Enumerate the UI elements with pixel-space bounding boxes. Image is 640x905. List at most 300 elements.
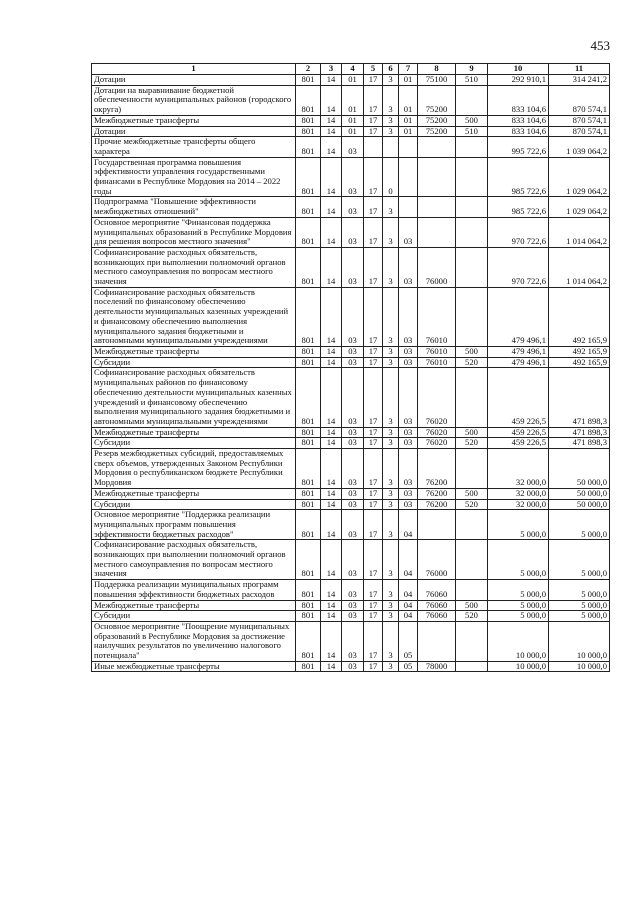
table-row bbox=[92, 357, 610, 368]
subsection-cell: 03 bbox=[342, 510, 364, 540]
direction-cell: 76200 bbox=[418, 488, 456, 499]
table-row bbox=[92, 488, 610, 499]
activity-cell bbox=[399, 137, 418, 157]
row-name-cell: Софинансирование расходных обязательств, возникающих при выполнении полномочий органов местного самоуправления по вопросам местного значения bbox=[92, 247, 296, 287]
subsection-cell: 03 bbox=[342, 499, 364, 510]
section-cell: 14 bbox=[321, 427, 342, 438]
section-cell: 14 bbox=[321, 600, 342, 611]
amount-2022-cell: 870 574,1 bbox=[549, 126, 610, 137]
expense-type-cell bbox=[456, 661, 488, 672]
gov-code-cell: 801 bbox=[296, 600, 321, 611]
expense-type-cell bbox=[456, 540, 488, 580]
expense-type-cell: 500 bbox=[456, 115, 488, 126]
section-cell: 14 bbox=[321, 126, 342, 137]
amount-2021-cell: 970 722,6 bbox=[488, 247, 549, 287]
amount-2021-cell: 479 496,1 bbox=[488, 346, 549, 357]
table-row bbox=[92, 85, 610, 115]
direction-cell: 76020 bbox=[418, 368, 456, 427]
direction-cell: 76000 bbox=[418, 540, 456, 580]
column-header: 5 bbox=[364, 64, 383, 75]
activity-cell: 03 bbox=[399, 488, 418, 499]
subprogram-cell: 3 bbox=[383, 510, 399, 540]
subsection-cell: 01 bbox=[342, 126, 364, 137]
section-cell: 14 bbox=[321, 197, 342, 217]
row-name-cell: Межбюджетные трансферты bbox=[92, 346, 296, 357]
gov-code-cell: 801 bbox=[296, 611, 321, 622]
direction-cell: 76020 bbox=[418, 438, 456, 449]
direction-cell: 76060 bbox=[418, 611, 456, 622]
section-cell: 14 bbox=[321, 449, 342, 489]
table-row bbox=[92, 346, 610, 357]
amount-2022-cell: 50 000,0 bbox=[549, 499, 610, 510]
expense-type-cell bbox=[456, 449, 488, 489]
gov-code-cell: 801 bbox=[296, 449, 321, 489]
activity-cell: 03 bbox=[399, 438, 418, 449]
row-name-cell: Межбюджетные трансферты bbox=[92, 115, 296, 126]
amount-2022-cell: 870 574,1 bbox=[549, 115, 610, 126]
subsection-cell: 03 bbox=[342, 427, 364, 438]
column-header: 2 bbox=[296, 64, 321, 75]
program-cell: 17 bbox=[364, 621, 383, 661]
table-row bbox=[92, 115, 610, 126]
gov-code-cell: 801 bbox=[296, 357, 321, 368]
activity-cell: 03 bbox=[399, 449, 418, 489]
amount-2022-cell: 1 029 064,2 bbox=[549, 157, 610, 197]
subprogram-cell: 3 bbox=[383, 580, 399, 600]
amount-2022-cell: 471 898,3 bbox=[549, 438, 610, 449]
expense-type-cell: 500 bbox=[456, 600, 488, 611]
column-header: 7 bbox=[399, 64, 418, 75]
amount-2021-cell: 985 722,6 bbox=[488, 157, 549, 197]
gov-code-cell: 801 bbox=[296, 75, 321, 86]
amount-2022-cell: 10 000,0 bbox=[549, 661, 610, 672]
expense-type-cell bbox=[456, 247, 488, 287]
amount-2021-cell: 479 496,1 bbox=[488, 287, 549, 346]
gov-code-cell: 801 bbox=[296, 85, 321, 115]
amount-2021-cell: 292 910,1 bbox=[488, 75, 549, 86]
program-cell: 17 bbox=[364, 499, 383, 510]
subsection-cell: 03 bbox=[342, 540, 364, 580]
program-cell: 17 bbox=[364, 357, 383, 368]
row-name-cell: Межбюджетные трансферты bbox=[92, 600, 296, 611]
direction-cell: 76010 bbox=[418, 346, 456, 357]
amount-2021-cell: 970 722,6 bbox=[488, 217, 549, 247]
direction-cell bbox=[418, 621, 456, 661]
section-cell: 14 bbox=[321, 75, 342, 86]
subprogram-cell: 3 bbox=[383, 621, 399, 661]
header-row bbox=[92, 64, 610, 75]
expense-type-cell bbox=[456, 157, 488, 197]
row-name-cell: Основное мероприятие "Поддержка реализации муниципальных программ повышения эффективности бюджетных расходов" bbox=[92, 510, 296, 540]
subprogram-cell bbox=[383, 137, 399, 157]
row-name-cell: Субсидии bbox=[92, 499, 296, 510]
expense-type-cell bbox=[456, 368, 488, 427]
section-cell: 14 bbox=[321, 247, 342, 287]
gov-code-cell: 801 bbox=[296, 346, 321, 357]
gov-code-cell: 801 bbox=[296, 438, 321, 449]
table-row bbox=[92, 621, 610, 661]
amount-2022-cell: 5 000,0 bbox=[549, 540, 610, 580]
amount-2021-cell: 479 496,1 bbox=[488, 357, 549, 368]
gov-code-cell: 801 bbox=[296, 197, 321, 217]
row-name-cell: Межбюджетные трансферты bbox=[92, 488, 296, 499]
subprogram-cell: 3 bbox=[383, 427, 399, 438]
subsection-cell: 03 bbox=[342, 600, 364, 611]
direction-cell bbox=[418, 197, 456, 217]
table-row bbox=[92, 438, 610, 449]
program-cell: 17 bbox=[364, 115, 383, 126]
amount-2021-cell: 985 722,6 bbox=[488, 197, 549, 217]
activity-cell: 03 bbox=[399, 427, 418, 438]
activity-cell: 01 bbox=[399, 85, 418, 115]
subprogram-cell: 3 bbox=[383, 346, 399, 357]
amount-2021-cell: 10 000,0 bbox=[488, 621, 549, 661]
subsection-cell: 03 bbox=[342, 346, 364, 357]
expense-type-cell bbox=[456, 510, 488, 540]
subprogram-cell: 3 bbox=[383, 75, 399, 86]
section-cell: 14 bbox=[321, 115, 342, 126]
section-cell: 14 bbox=[321, 488, 342, 499]
subsection-cell: 03 bbox=[342, 580, 364, 600]
table-row bbox=[92, 449, 610, 489]
section-cell: 14 bbox=[321, 580, 342, 600]
activity-cell bbox=[399, 197, 418, 217]
gov-code-cell: 801 bbox=[296, 287, 321, 346]
table-row bbox=[92, 247, 610, 287]
amount-2022-cell: 5 000,0 bbox=[549, 510, 610, 540]
expense-type-cell: 510 bbox=[456, 126, 488, 137]
amount-2021-cell: 5 000,0 bbox=[488, 510, 549, 540]
table-row bbox=[92, 126, 610, 137]
table-row bbox=[92, 217, 610, 247]
subsection-cell: 03 bbox=[342, 368, 364, 427]
gov-code-cell: 801 bbox=[296, 499, 321, 510]
section-cell: 14 bbox=[321, 621, 342, 661]
expense-type-cell: 510 bbox=[456, 75, 488, 86]
row-name-cell: Дотации bbox=[92, 126, 296, 137]
expense-type-cell bbox=[456, 197, 488, 217]
direction-cell bbox=[418, 157, 456, 197]
table-row bbox=[92, 368, 610, 427]
program-cell: 17 bbox=[364, 85, 383, 115]
expense-type-cell bbox=[456, 287, 488, 346]
gov-code-cell: 801 bbox=[296, 510, 321, 540]
section-cell: 14 bbox=[321, 611, 342, 622]
amount-2021-cell: 5 000,0 bbox=[488, 580, 549, 600]
activity-cell: 03 bbox=[399, 287, 418, 346]
amount-2021-cell: 833 104,6 bbox=[488, 126, 549, 137]
subsection-cell: 01 bbox=[342, 75, 364, 86]
direction-cell: 75200 bbox=[418, 115, 456, 126]
table-row bbox=[92, 580, 610, 600]
direction-cell: 78000 bbox=[418, 661, 456, 672]
page-number: 453 bbox=[590, 38, 610, 53]
subsection-cell: 03 bbox=[342, 661, 364, 672]
expense-type-cell: 500 bbox=[456, 488, 488, 499]
subsection-cell: 01 bbox=[342, 85, 364, 115]
row-name-cell: Субсидии bbox=[92, 438, 296, 449]
subsection-cell: 03 bbox=[342, 449, 364, 489]
section-cell: 14 bbox=[321, 85, 342, 115]
section-cell: 14 bbox=[321, 346, 342, 357]
subsection-cell: 03 bbox=[342, 197, 364, 217]
direction-cell: 76200 bbox=[418, 499, 456, 510]
gov-code-cell: 801 bbox=[296, 427, 321, 438]
row-name-cell: Дотации на выравнивание бюджетной обеспеченности муниципальных районов (городского округа) bbox=[92, 85, 296, 115]
program-cell: 17 bbox=[364, 247, 383, 287]
subsection-cell: 03 bbox=[342, 438, 364, 449]
activity-cell: 01 bbox=[399, 75, 418, 86]
amount-2021-cell: 833 104,6 bbox=[488, 115, 549, 126]
table-row bbox=[92, 137, 610, 157]
gov-code-cell: 801 bbox=[296, 540, 321, 580]
table-row bbox=[92, 540, 610, 580]
program-cell: 17 bbox=[364, 611, 383, 622]
direction-cell: 76060 bbox=[418, 580, 456, 600]
program-cell: 17 bbox=[364, 438, 383, 449]
column-header: 10 bbox=[488, 64, 549, 75]
gov-code-cell: 801 bbox=[296, 621, 321, 661]
activity-cell: 05 bbox=[399, 621, 418, 661]
amount-2022-cell: 50 000,0 bbox=[549, 449, 610, 489]
direction-cell: 75200 bbox=[418, 126, 456, 137]
amount-2022-cell: 1 039 064,2 bbox=[549, 137, 610, 157]
direction-cell bbox=[418, 510, 456, 540]
subsection-cell: 03 bbox=[342, 357, 364, 368]
direction-cell: 76010 bbox=[418, 287, 456, 346]
program-cell: 17 bbox=[364, 540, 383, 580]
program-cell: 17 bbox=[364, 346, 383, 357]
amount-2022-cell: 870 574,1 bbox=[549, 85, 610, 115]
amount-2021-cell: 833 104,6 bbox=[488, 85, 549, 115]
gov-code-cell: 801 bbox=[296, 247, 321, 287]
program-cell: 17 bbox=[364, 449, 383, 489]
expense-type-cell bbox=[456, 580, 488, 600]
row-name-cell: Софинансирование расходных обязательств поселений по финансовому обеспечению деятельности муниципальных казенных учреждений и финансовому обеспечению выполнения муниципального задания бюджетными и автономными муниципальными учреждениями bbox=[92, 287, 296, 346]
activity-cell: 03 bbox=[399, 499, 418, 510]
section-cell: 14 bbox=[321, 217, 342, 247]
program-cell: 17 bbox=[364, 488, 383, 499]
row-name-cell: Субсидии bbox=[92, 357, 296, 368]
gov-code-cell: 801 bbox=[296, 137, 321, 157]
amount-2022-cell: 471 898,3 bbox=[549, 368, 610, 427]
expense-type-cell bbox=[456, 85, 488, 115]
table-row bbox=[92, 600, 610, 611]
activity-cell: 05 bbox=[399, 661, 418, 672]
section-cell: 14 bbox=[321, 510, 342, 540]
section-cell: 14 bbox=[321, 357, 342, 368]
activity-cell: 03 bbox=[399, 357, 418, 368]
expense-type-cell bbox=[456, 621, 488, 661]
table-row bbox=[92, 427, 610, 438]
section-cell: 14 bbox=[321, 661, 342, 672]
program-cell: 17 bbox=[364, 368, 383, 427]
subsection-cell: 03 bbox=[342, 137, 364, 157]
row-name-cell: Дотации bbox=[92, 75, 296, 86]
subprogram-cell: 3 bbox=[383, 126, 399, 137]
expense-type-cell: 520 bbox=[456, 357, 488, 368]
gov-code-cell: 801 bbox=[296, 126, 321, 137]
subprogram-cell: 3 bbox=[383, 197, 399, 217]
direction-cell bbox=[418, 137, 456, 157]
table-row bbox=[92, 611, 610, 622]
direction-cell: 76010 bbox=[418, 357, 456, 368]
activity-cell: 04 bbox=[399, 580, 418, 600]
program-cell: 17 bbox=[364, 157, 383, 197]
subprogram-cell: 3 bbox=[383, 488, 399, 499]
gov-code-cell: 801 bbox=[296, 580, 321, 600]
row-name-cell: Государственная программа повышения эффективности управления государственными финансами в Республике Мордовия на 2014 – 2022 годы bbox=[92, 157, 296, 197]
table-row bbox=[92, 75, 610, 86]
subsection-cell: 03 bbox=[342, 217, 364, 247]
amount-2022-cell: 1 014 064,2 bbox=[549, 217, 610, 247]
row-name-cell: Субсидии bbox=[92, 611, 296, 622]
amount-2022-cell: 50 000,0 bbox=[549, 488, 610, 499]
row-name-cell: Основное мероприятие "Поощрение муниципальных образований в Республике Мордовия за достижение наилучших результатов по увеличению налогового потенциала" bbox=[92, 621, 296, 661]
amount-2022-cell: 5 000,0 bbox=[549, 611, 610, 622]
amount-2022-cell: 1 014 064,2 bbox=[549, 247, 610, 287]
subprogram-cell: 3 bbox=[383, 287, 399, 346]
program-cell: 17 bbox=[364, 510, 383, 540]
activity-cell: 03 bbox=[399, 217, 418, 247]
subsection-cell: 03 bbox=[342, 157, 364, 197]
gov-code-cell: 801 bbox=[296, 157, 321, 197]
subprogram-cell: 3 bbox=[383, 247, 399, 287]
amount-2022-cell: 471 898,3 bbox=[549, 427, 610, 438]
row-name-cell: Иные межбюджетные трансферты bbox=[92, 661, 296, 672]
program-cell: 17 bbox=[364, 197, 383, 217]
program-cell: 17 bbox=[364, 600, 383, 611]
table-row bbox=[92, 157, 610, 197]
amount-2021-cell: 32 000,0 bbox=[488, 488, 549, 499]
subprogram-cell: 3 bbox=[383, 449, 399, 489]
activity-cell: 01 bbox=[399, 126, 418, 137]
table-row bbox=[92, 197, 610, 217]
subprogram-cell: 3 bbox=[383, 85, 399, 115]
subprogram-cell: 3 bbox=[383, 611, 399, 622]
subsection-cell: 03 bbox=[342, 611, 364, 622]
table-row bbox=[92, 499, 610, 510]
expense-type-cell bbox=[456, 217, 488, 247]
gov-code-cell: 801 bbox=[296, 488, 321, 499]
subsection-cell: 03 bbox=[342, 287, 364, 346]
program-cell: 17 bbox=[364, 427, 383, 438]
activity-cell bbox=[399, 157, 418, 197]
gov-code-cell: 801 bbox=[296, 661, 321, 672]
subprogram-cell: 3 bbox=[383, 540, 399, 580]
subsection-cell: 03 bbox=[342, 247, 364, 287]
expense-type-cell: 520 bbox=[456, 499, 488, 510]
program-cell: 17 bbox=[364, 580, 383, 600]
section-cell: 14 bbox=[321, 438, 342, 449]
amount-2021-cell: 459 226,5 bbox=[488, 438, 549, 449]
amount-2021-cell: 32 000,0 bbox=[488, 449, 549, 489]
activity-cell: 04 bbox=[399, 600, 418, 611]
row-name-cell: Резерв межбюджетных субсидий, предоставляемых сверх объемов, утвержденных Законом Республики Мордовия о республиканском бюджете Республики Мордовия bbox=[92, 449, 296, 489]
column-header: 9 bbox=[456, 64, 488, 75]
amount-2022-cell: 5 000,0 bbox=[549, 600, 610, 611]
activity-cell: 03 bbox=[399, 346, 418, 357]
column-header: 4 bbox=[342, 64, 364, 75]
table-row bbox=[92, 510, 610, 540]
row-name-cell: Поддержка реализации муниципальных программ повышения эффективности бюджетных расходов bbox=[92, 580, 296, 600]
table-row bbox=[92, 661, 610, 672]
row-name-cell: Основное мероприятие "Финансовая поддержка муниципальных образований в Республике Мордовия для решения вопросов местного значения" bbox=[92, 217, 296, 247]
row-name-cell: Межбюджетные трансферты bbox=[92, 427, 296, 438]
program-cell bbox=[364, 137, 383, 157]
amount-2021-cell: 459 226,5 bbox=[488, 427, 549, 438]
section-cell: 14 bbox=[321, 137, 342, 157]
program-cell: 17 bbox=[364, 287, 383, 346]
amount-2021-cell: 32 000,0 bbox=[488, 499, 549, 510]
subsection-cell: 03 bbox=[342, 488, 364, 499]
amount-2022-cell: 492 165,9 bbox=[549, 346, 610, 357]
expense-type-cell: 500 bbox=[456, 427, 488, 438]
column-header: 6 bbox=[383, 64, 399, 75]
expense-type-cell: 520 bbox=[456, 438, 488, 449]
direction-cell: 76020 bbox=[418, 427, 456, 438]
program-cell: 17 bbox=[364, 75, 383, 86]
activity-cell: 04 bbox=[399, 540, 418, 580]
subprogram-cell: 3 bbox=[383, 499, 399, 510]
column-header: 8 bbox=[418, 64, 456, 75]
amount-2021-cell: 10 000,0 bbox=[488, 661, 549, 672]
direction-cell bbox=[418, 217, 456, 247]
subprogram-cell: 3 bbox=[383, 600, 399, 611]
section-cell: 14 bbox=[321, 287, 342, 346]
direction-cell: 75200 bbox=[418, 85, 456, 115]
amount-2021-cell: 459 226,5 bbox=[488, 368, 549, 427]
row-name-cell: Софинансирование расходных обязательств муниципальных районов по финансовому обеспечению деятельности муниципальных казенных учреждений и финансовому обеспечению выполнения муниципального задания бюджетными и автономными муниципальными учреждениями bbox=[92, 368, 296, 427]
row-name-cell: Подпрограмма "Повышение эффективности межбюджетных отношений" bbox=[92, 197, 296, 217]
subsection-cell: 01 bbox=[342, 115, 364, 126]
activity-cell: 04 bbox=[399, 510, 418, 540]
column-header: 11 bbox=[549, 64, 610, 75]
activity-cell: 03 bbox=[399, 368, 418, 427]
expense-type-cell: 520 bbox=[456, 611, 488, 622]
table-body bbox=[92, 75, 610, 672]
program-cell: 17 bbox=[364, 661, 383, 672]
program-cell: 17 bbox=[364, 126, 383, 137]
amount-2021-cell: 5 000,0 bbox=[488, 600, 549, 611]
amount-2022-cell: 10 000,0 bbox=[549, 621, 610, 661]
subprogram-cell: 0 bbox=[383, 157, 399, 197]
row-name-cell: Прочие межбюджетные трансферты общего характера bbox=[92, 137, 296, 157]
amount-2022-cell: 492 165,9 bbox=[549, 287, 610, 346]
section-cell: 14 bbox=[321, 499, 342, 510]
budget-table bbox=[91, 63, 610, 672]
section-cell: 14 bbox=[321, 368, 342, 427]
amount-2022-cell: 5 000,0 bbox=[549, 580, 610, 600]
expense-type-cell bbox=[456, 137, 488, 157]
amount-2021-cell: 5 000,0 bbox=[488, 540, 549, 580]
activity-cell: 01 bbox=[399, 115, 418, 126]
activity-cell: 03 bbox=[399, 247, 418, 287]
amount-2022-cell: 1 029 064,2 bbox=[549, 197, 610, 217]
subprogram-cell: 3 bbox=[383, 661, 399, 672]
column-header: 1 bbox=[92, 64, 296, 75]
amount-2021-cell: 5 000,0 bbox=[488, 611, 549, 622]
subprogram-cell: 3 bbox=[383, 438, 399, 449]
direction-cell: 76000 bbox=[418, 247, 456, 287]
activity-cell: 04 bbox=[399, 611, 418, 622]
program-cell: 17 bbox=[364, 217, 383, 247]
gov-code-cell: 801 bbox=[296, 115, 321, 126]
table-row bbox=[92, 287, 610, 346]
subsection-cell: 03 bbox=[342, 621, 364, 661]
direction-cell: 75100 bbox=[418, 75, 456, 86]
amount-2022-cell: 314 241,2 bbox=[549, 75, 610, 86]
